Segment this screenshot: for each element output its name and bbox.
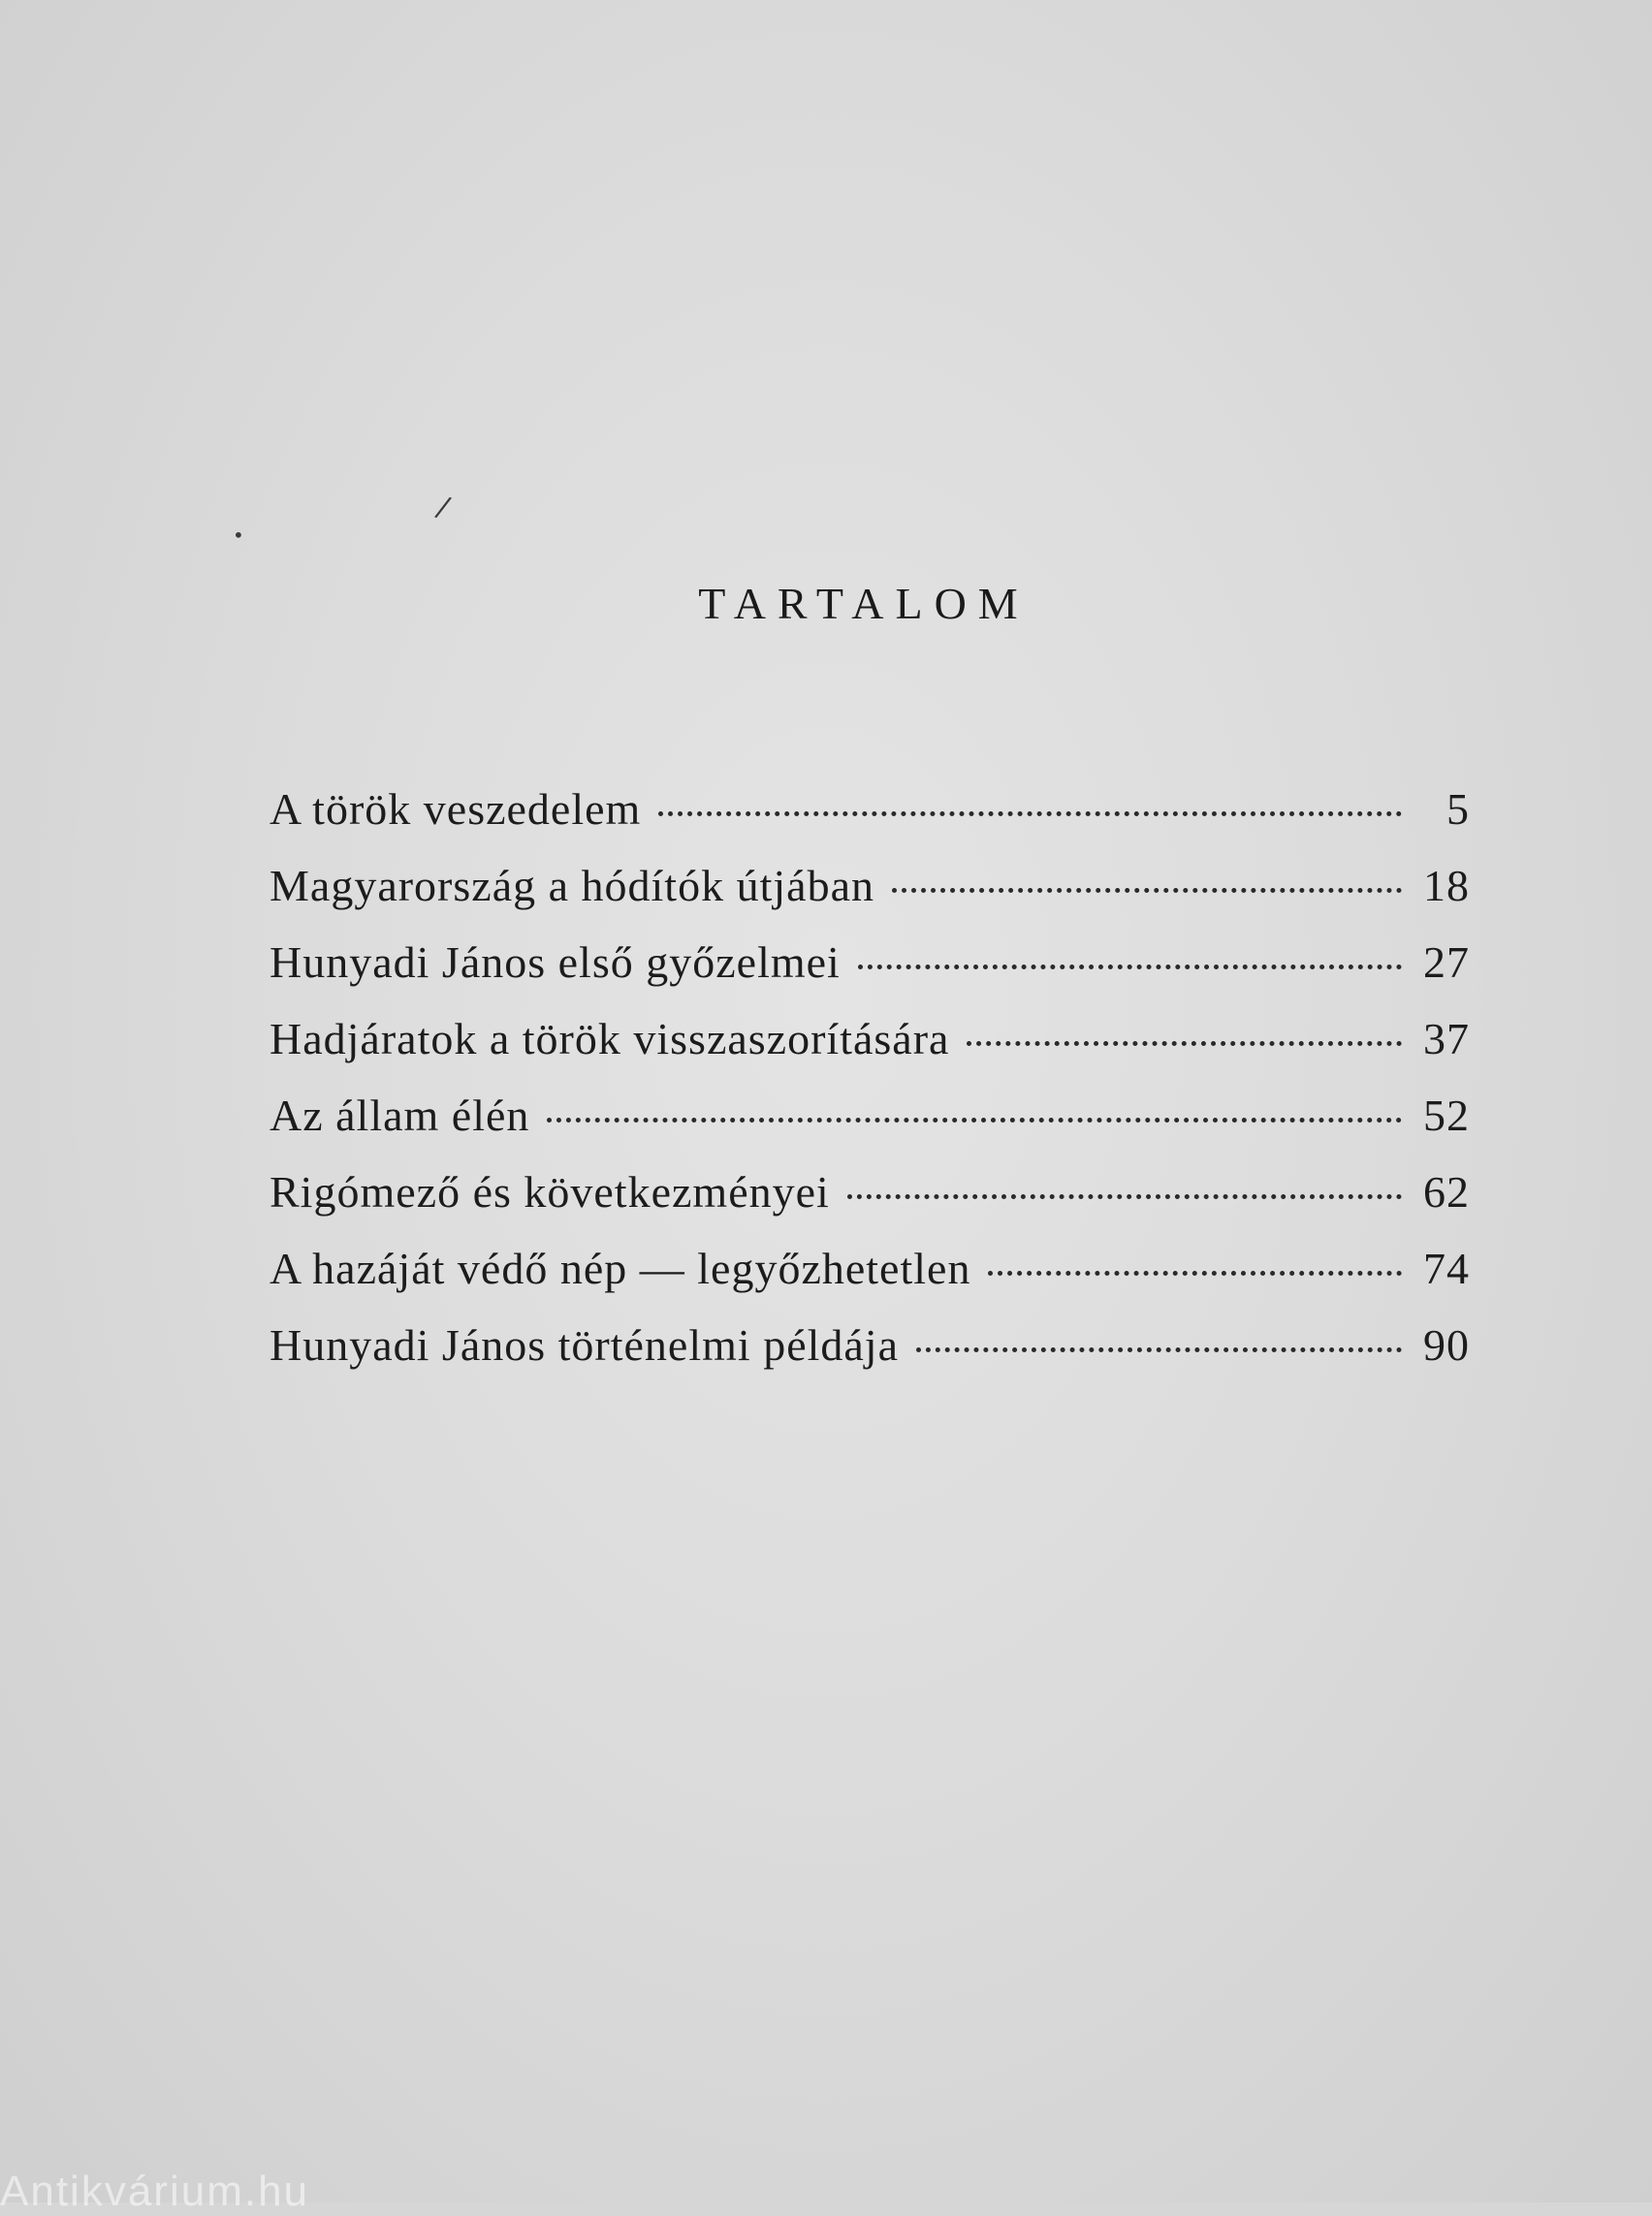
toc-entry-page: 18 [1423, 861, 1470, 910]
toc-entry-page: 37 [1423, 1014, 1470, 1063]
toc-entry-title: A hazáját védő nép — legyőzhetetlen [270, 1244, 971, 1293]
toc-entry-title: Az állam élén [270, 1091, 530, 1140]
toc-entry [270, 1166, 1470, 1243]
toc-entry-title: Hadjáratok a török visszaszorítására [270, 1014, 950, 1063]
toc-entry-title: Rigómező és következményei [270, 1167, 830, 1217]
dot-leader [547, 1118, 1402, 1123]
dot-leader [892, 888, 1402, 893]
table-of-contents [270, 783, 1470, 1396]
toc-entry [270, 1090, 1470, 1166]
toc-entry-title: A török veszedelem [270, 784, 642, 834]
watermark: Antikvárium.hu [0, 2168, 310, 2215]
toc-entry [270, 783, 1470, 860]
dot-leader [858, 965, 1402, 969]
toc-entry [270, 1319, 1470, 1396]
toc-entry-page: 74 [1423, 1244, 1470, 1293]
toc-entry-title: Hunyadi János történelmi példája [270, 1320, 900, 1370]
toc-entry-page: 5 [1446, 784, 1470, 834]
toc-entry-page: 62 [1423, 1167, 1470, 1217]
page-title: TARTALOM [698, 579, 1030, 628]
toc-entry-page: 52 [1423, 1091, 1470, 1140]
toc-entry-title: Magyarország a hódítók útjában [270, 861, 874, 910]
dot-leader [967, 1041, 1402, 1046]
ink-mark: / [432, 490, 454, 525]
toc-entry [270, 936, 1470, 1013]
dot-leader [847, 1194, 1402, 1199]
toc-entry [270, 1243, 1470, 1319]
dot-leader [658, 811, 1402, 816]
dot-leader [916, 1347, 1402, 1352]
toc-entry [270, 860, 1470, 936]
toc-entry [270, 1013, 1470, 1090]
toc-entry-page: 90 [1423, 1320, 1470, 1370]
dot-leader [988, 1271, 1402, 1276]
toc-entry-title: Hunyadi János első győzelmei [270, 937, 841, 987]
toc-entry-page: 27 [1423, 937, 1470, 987]
ink-dot: • [233, 523, 244, 547]
